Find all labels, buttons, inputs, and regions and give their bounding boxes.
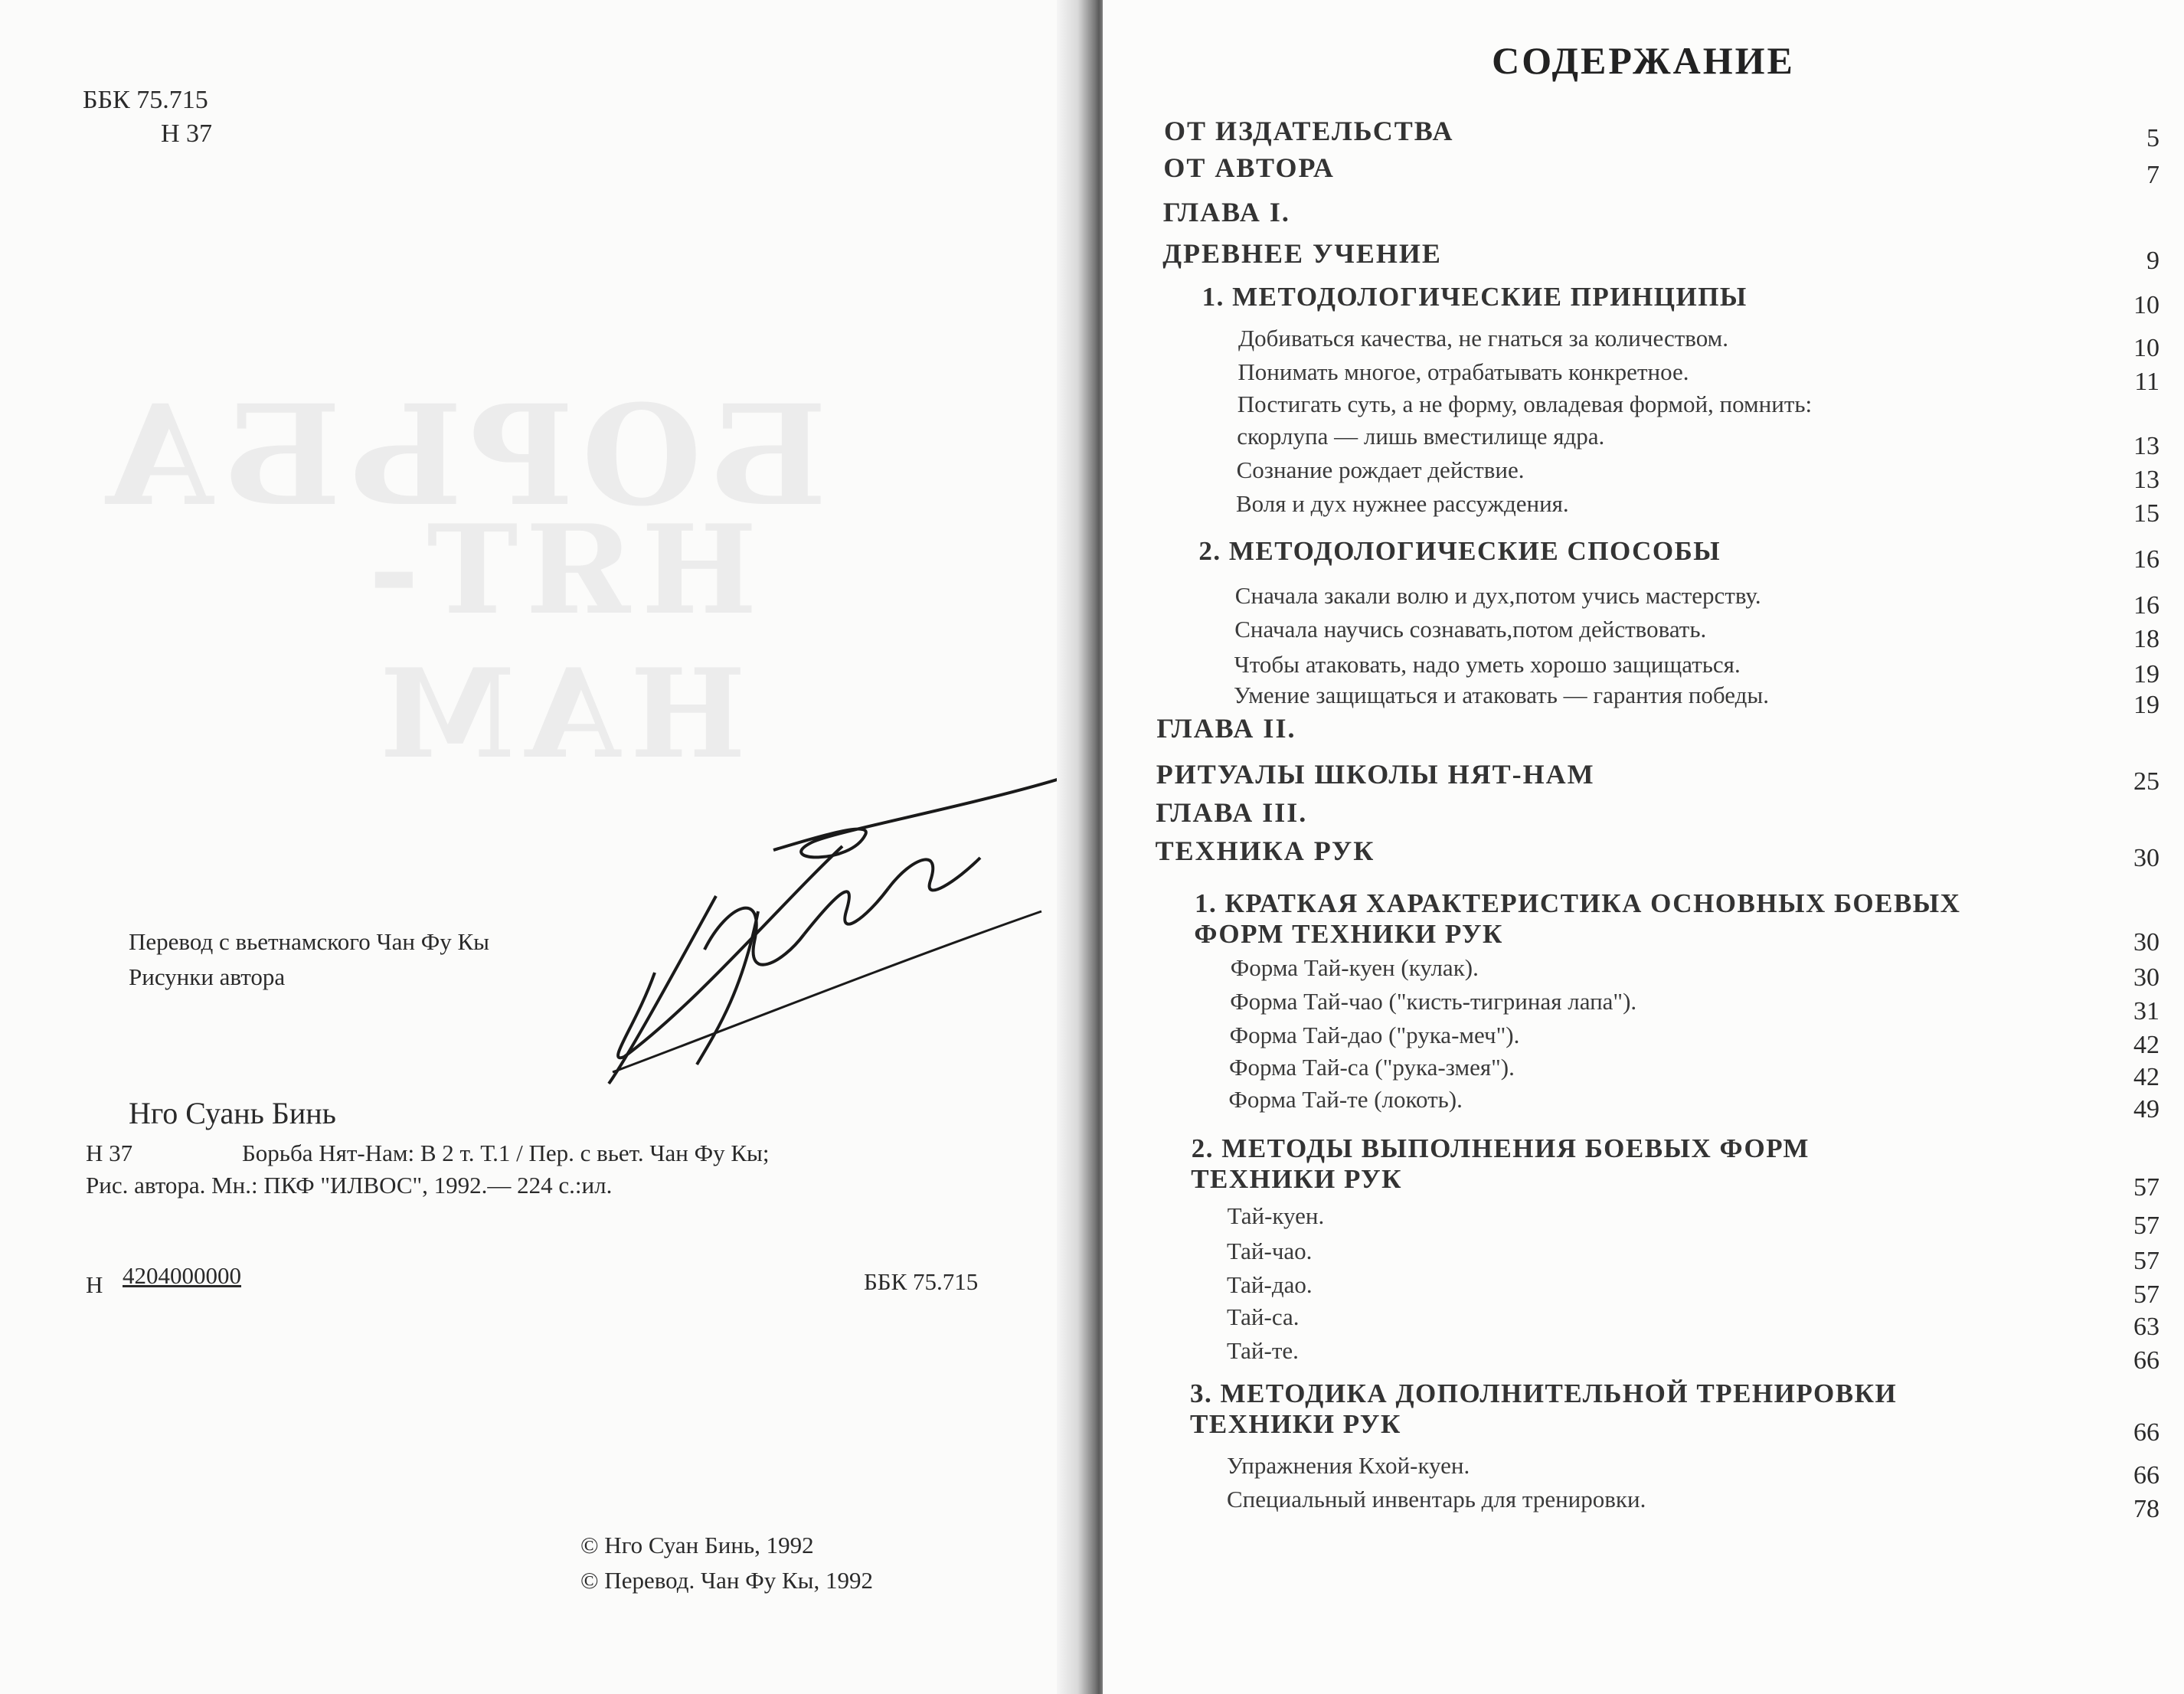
toc-entry-label: Форма Тай-те (локоть).	[1228, 1086, 1463, 1113]
toc-entry-label: 1. КРАТКАЯ ХАРАКТЕРИСТИКА ОСНОВНЫХ БОЕВЫХ	[1195, 888, 1961, 918]
toc-entry-page: 16	[2133, 545, 2159, 574]
copyright-translation: © Перевод. Чан Фу Кы, 1992	[580, 1567, 874, 1594]
toc-entry	[1103, 1486, 2159, 1532]
bleed-through-text: НЯТ-НАМ	[361, 498, 757, 786]
toc-title: СОДЕРЖАНИЕ	[1492, 39, 1795, 82]
toc-entry-page: 9	[2146, 247, 2159, 275]
toc-entry-label: Упражнения Кхой-куен.	[1227, 1452, 1470, 1479]
translation-credit: Перевод с вьетнамского Чан Фу Кы	[129, 928, 489, 955]
toc-entry-page: 7	[2146, 161, 2159, 189]
toc-entry-page: 66	[2133, 1418, 2159, 1447]
toc-entry-label: ОТ АВТОРА	[1163, 152, 1335, 183]
h-letter: Н	[86, 1271, 103, 1298]
toc-entry-page: 57	[2133, 1173, 2159, 1202]
toc-entry	[1103, 282, 2159, 328]
toc-entry	[1103, 712, 2159, 758]
toc-entry-page: 13	[2133, 432, 2159, 460]
toc-entry-label: Сознание рождает действие.	[1236, 456, 1525, 483]
toc-entry-page: 10	[2133, 334, 2159, 362]
toc-entry-page: 49	[2133, 1095, 2159, 1123]
toc-entry-label: Тай-са.	[1227, 1303, 1300, 1330]
toc-entry-label: Тай-те.	[1227, 1337, 1299, 1364]
toc-entry-label: Сначала закали волю и дух,потом учись мастерству.	[1234, 582, 1761, 609]
toc-entry-label: Форма Тай-са ("рука-змея").	[1229, 1054, 1515, 1081]
toc-entry-label: ГЛАВА II.	[1156, 713, 1296, 744]
toc-entry-label: Тай-дао.	[1227, 1271, 1313, 1298]
toc-entry-label: ТЕХНИКИ РУК	[1190, 1409, 1401, 1439]
toc-entry-page: 19	[2133, 691, 2159, 719]
toc-entry	[1103, 152, 2159, 198]
bib-index: Н 37	[86, 1140, 133, 1166]
toc-entry-label: Чтобы атаковать, надо уметь хорошо защищаться.	[1234, 651, 1741, 678]
toc-entry-page: 13	[2133, 466, 2159, 494]
toc-entry-label: Форма Тай-дао ("рука-меч").	[1229, 1022, 1520, 1048]
toc-entry-page: 66	[2133, 1346, 2159, 1375]
toc-entry-page: 31	[2133, 997, 2159, 1025]
toc-entry-page: 30	[2133, 963, 2159, 992]
toc-entry-label: ФОРМ ТЕХНИКИ РУК	[1194, 919, 1503, 949]
toc-entry-label: 2. МЕТОДОЛОГИЧЕСКИЕ СПОСОБЫ	[1198, 536, 1721, 566]
toc-entry-label: Форма Тай-куен (кулак).	[1230, 954, 1479, 981]
toc-entry-label: 2. МЕТОДЫ ВЫПОЛНЕНИЯ БОЕВЫХ ФОРМ	[1191, 1133, 1810, 1163]
toc-entry-page: 66	[2133, 1461, 2159, 1490]
toc-entry-page: 18	[2133, 625, 2159, 653]
toc-entry-label: Тай-чао.	[1227, 1238, 1313, 1264]
illustrations-credit: Рисунки автора	[129, 963, 286, 990]
toc-entry-label: ТЕХНИКА РУК	[1155, 836, 1375, 866]
toc-entry	[1103, 536, 2159, 582]
toc-entry-label: Добиваться качества, не гнаться за количеством.	[1238, 325, 1729, 352]
toc-entry-label: ГЛАВА I.	[1162, 197, 1290, 227]
toc-entry-page: 57	[2133, 1247, 2159, 1275]
copyright-author: © Нго Суан Бинь, 1992	[580, 1532, 814, 1558]
toc-entry-page: 78	[2133, 1495, 2159, 1523]
toc-entry-page: 30	[2133, 928, 2159, 957]
toc-entry-page: 57	[2133, 1280, 2159, 1309]
author-signature	[582, 773, 1080, 1103]
toc-entry-page: 42	[2133, 1063, 2159, 1091]
toc-entry-label: РИТУАЛЫ ШКОЛЫ НЯТ-НАМ	[1156, 759, 1595, 790]
toc-entry-page: 5	[2146, 124, 2159, 152]
toc-entry-label: ДРЕВНЕЕ УЧЕНИЕ	[1162, 238, 1442, 269]
toc-entry-page: 10	[2133, 291, 2159, 319]
toc-entry-label: ГЛАВА III.	[1156, 797, 1308, 828]
bleed-through-text: БОРЬБА	[96, 375, 827, 537]
toc-entry-label: 1. МЕТОДОЛОГИЧЕСКИЕ ПРИНЦИПЫ	[1202, 282, 1748, 312]
toc-entry-label: скорлупа — лишь вместилище ядра.	[1237, 423, 1605, 450]
toc-entry	[1103, 1409, 2159, 1455]
toc-entry-label: Понимать многое, отрабатывать конкретное.	[1237, 358, 1689, 385]
left-page	[0, 0, 1080, 1694]
toc-entry	[1103, 835, 2159, 881]
toc-entry-label: Сначала научись сознавать,потом действовать.	[1234, 616, 1707, 643]
bibliographic-publication: Рис. автора. Мн.: ПКФ "ИЛВОС", 1992.— 224 с.:ил.	[86, 1172, 613, 1199]
index-code: Н 37	[161, 119, 213, 148]
toc-entry-label: ОТ ИЗДАТЕЛЬСТВА	[1164, 116, 1454, 146]
toc-entry	[1103, 490, 2159, 536]
toc-entry-page: 42	[2133, 1031, 2159, 1059]
toc-entry-page: 11	[2134, 368, 2159, 396]
toc-entry-label: Умение защищаться и атаковать — гарантия победы.	[1234, 682, 1769, 708]
toc-entry-label: Форма Тай-чао ("кисть-тигриная лапа").	[1230, 988, 1637, 1015]
toc-entry	[1103, 1337, 2159, 1383]
toc-entry-page: 16	[2133, 591, 2159, 620]
toc-entry-label: Специальный инвентарь для тренировки.	[1227, 1486, 1646, 1512]
toc-entry-page: 15	[2133, 499, 2159, 528]
toc-entry	[1103, 237, 2159, 283]
toc-entry-page: 57	[2133, 1212, 2159, 1240]
toc-entry-page: 19	[2133, 660, 2159, 688]
toc-entry-page: 25	[2133, 767, 2159, 796]
toc-entry-page: 63	[2133, 1313, 2159, 1341]
toc-entry-label: 3. МЕТОДИКА ДОПОЛНИТЕЛЬНОЙ ТРЕНИРОВКИ	[1190, 1378, 1898, 1408]
right-page	[1103, 0, 2184, 1694]
author-name: Нго Суань Бинь	[129, 1096, 336, 1130]
bibliographic-description: Борьба Нят-Нам: В 2 т. Т.1 / Пер. с вьет. Чан Фу Кы;	[242, 1140, 770, 1166]
toc-entry-label: Тай-куен.	[1227, 1202, 1325, 1229]
isbn-number: 4204000000	[123, 1262, 241, 1289]
bbk-bottom: ББК 75.715	[864, 1268, 979, 1295]
toc-entry	[1103, 1086, 2159, 1132]
toc-entry	[1103, 196, 2159, 242]
bbk-code: ББК 75.715	[83, 86, 208, 114]
toc-entry-label: Воля и дух нужнее рассуждения.	[1236, 490, 1569, 517]
toc-entry-label: ТЕХНИКИ РУК	[1191, 1164, 1403, 1194]
toc-entry-label: Постигать суть, а не форму, овладевая формой, помнить:	[1237, 391, 1813, 417]
toc-entry-page: 30	[2133, 844, 2159, 872]
